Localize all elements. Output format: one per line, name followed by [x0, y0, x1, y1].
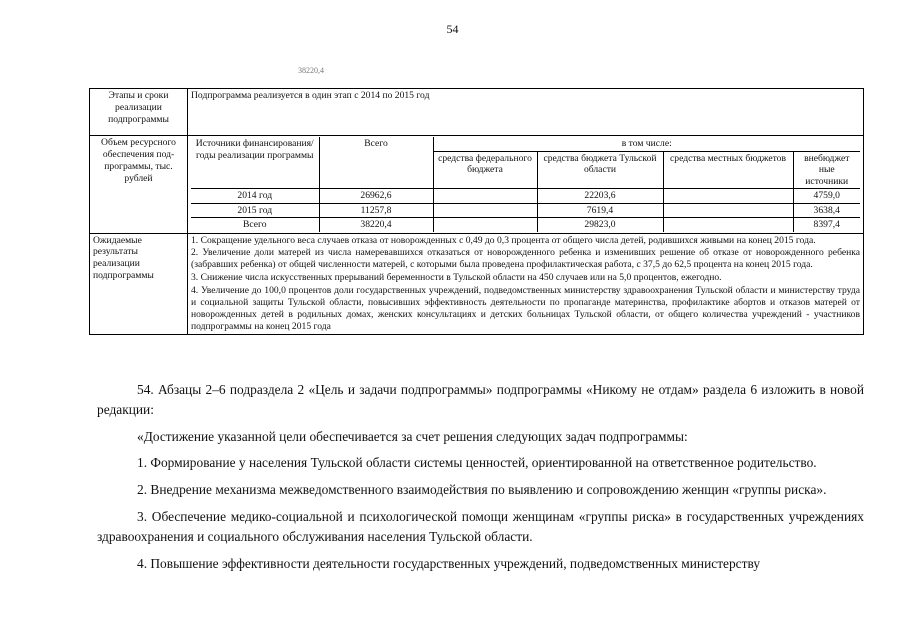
body-text [97, 380, 864, 573]
row-extra: 3638,4 [793, 203, 860, 218]
header-extra: внебюджет ные источники [793, 151, 860, 189]
header-federal: средства федерального бюджета [433, 151, 537, 189]
header-including: в том числе: [433, 137, 860, 151]
paragraph: «Достижение указанной цели обеспечивается за счет решения следующих задач подпрограммы: [137, 428, 688, 444]
finance-header-row [191, 137, 860, 151]
paragraph: 4. Повышение эффективности деятельности государственных учреждений, подведомственных министерству [137, 555, 761, 571]
finance-table [191, 137, 860, 232]
result-item: 3. Снижение числа искусственных прерываний беременности в Тульской области на 450 случаев или на 5,0 процентов, ежегодно. [191, 272, 722, 284]
row-extra: 4759,0 [793, 189, 860, 204]
header-regional: средства бюджета Тульской области [537, 151, 663, 189]
row-label: 2015 год [191, 203, 319, 218]
resources-label: Объем ресурсного обеспечения под-программы, тыс. рублей [90, 136, 188, 234]
finance-row [191, 218, 860, 232]
row-federal [433, 189, 537, 204]
result-item: 4. Увеличение до 100,0 процентов доли государственных учреждений, подведомственных министерству здравоохранения Тульской области и министерству труда и социальной защиты Тульской области, повысивших эффективность деятельности по пропаганде материнства, профилактике абортов и отказов матерей от новорожденных детей в родильных домах, женских консультациях и детских больницах Тульской области, от общего количества учреждений - участников подпрограммы на конец 2015 года [191, 285, 860, 333]
row-local [663, 189, 793, 204]
stages-row [90, 89, 864, 136]
header-local: средства местных бюджетов [663, 151, 793, 189]
row-regional: 22203,6 [537, 189, 663, 204]
row-label: 2014 год [191, 189, 319, 204]
header-total: Всего [319, 137, 433, 189]
row-total: 26962,6 [319, 189, 433, 204]
row-local [663, 218, 793, 232]
results-cell [188, 233, 864, 335]
paragraph: 3. Обеспечение медико-социальной и психологической помощи женщинам «группы риска» в государственных учреждениях здравоохранения и социального обслуживания населения Тульской области. [97, 508, 864, 544]
stages-label: Этапы и сроки реализации подпрограммы [90, 89, 188, 136]
resources-row [90, 136, 864, 234]
finance-row [191, 189, 860, 204]
result-item: 1. Сокращение удельного веса случаев отказа от новорожденных с 0,49 до 0,3 процента от общего числа детей, родившихся живыми на конец 2015 года. [191, 234, 816, 246]
results-label: Ожидаемые результаты реализации подпрограммы [90, 233, 188, 335]
row-label: Всего [191, 218, 319, 232]
paragraph: 54. Абзацы 2–6 подраздела 2 «Цель и задачи подпрограммы» подпрограммы «Никому не отдам» раздела 6 изложить в новой редакции: [97, 382, 864, 417]
page-number: 54 [446, 22, 459, 36]
paragraph: 1. Формирование у населения Тульской области системы ценностей, ориентированной на ответственное родительство. [137, 455, 817, 471]
stages-value: Подпрограмма реализуется в один этап с 2014 по 2015 год [188, 89, 864, 136]
finance-row [191, 203, 860, 218]
finance-cell [188, 136, 864, 234]
row-local [663, 203, 793, 218]
header-sources: Источники финансирования/ годы реализации программы [191, 137, 319, 189]
results-row [90, 233, 864, 335]
row-federal [433, 218, 537, 232]
row-federal [433, 203, 537, 218]
row-total: 38220,4 [319, 218, 433, 232]
row-regional: 29823,0 [537, 218, 663, 232]
program-passport-table [89, 88, 864, 335]
paragraph: 2. Внедрение механизма межведомственного взаимодействия по выявлению и сопровождению женщин «группы риска». [137, 482, 827, 498]
row-total: 11257,8 [319, 203, 433, 218]
result-item: 2. Увеличение доли матерей из числа намеревавшихся отказаться от новорожденного ребенка и изменивших решение об отказе от новорожденного ребенка (забравших ребенка) от общей численности матерей, с которыми была проведена профилактическая работа, с 37,5 до 62,5 процента на конец 2015 года. [191, 247, 860, 271]
row-extra: 8397,4 [793, 218, 860, 232]
row-regional: 7619,4 [537, 203, 663, 218]
scan-mark: 38220,4 [298, 66, 324, 75]
